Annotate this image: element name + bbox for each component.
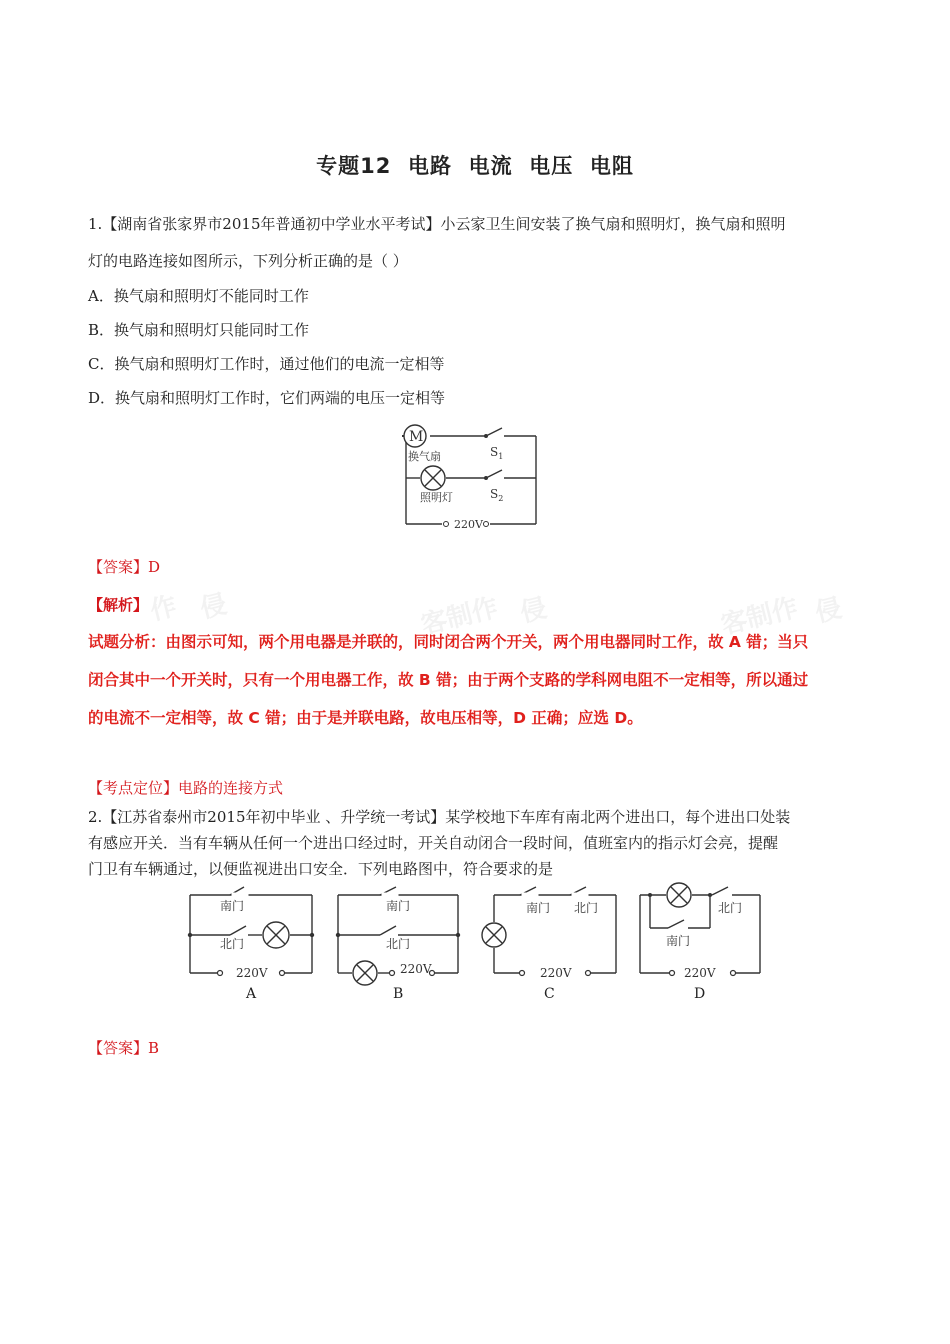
watermark: 侵 bbox=[812, 593, 845, 629]
analysis-line-2: 闭合其中一个开关时，只有一个用电器工作，故 B 错；由于两个支路的学科网电阻不一定相等，所以通过 bbox=[88, 671, 809, 689]
watermark: 客制作 bbox=[718, 592, 802, 641]
figure-label-b: B bbox=[393, 986, 404, 1002]
svg-text:S2 bbox=[490, 487, 503, 503]
analysis-line-3: 的电流不一定相等，故 C 错；由于是并联电路，故电压相等，D 正确；应选 D。 bbox=[88, 709, 643, 727]
q1-line-1: 1.【湖南省张家界市2015年普通初中学业水平考试】小云家卫生间安装了换气扇和照明灯，换气扇和照明 bbox=[88, 215, 786, 233]
watermark: 侵 bbox=[197, 589, 230, 625]
watermark: 侵 bbox=[517, 593, 550, 629]
b-voltage-label: 220V bbox=[400, 962, 432, 976]
d-south-label: 南门 bbox=[666, 934, 691, 948]
a-south-label: 南门 bbox=[220, 899, 245, 913]
lamp-c bbox=[482, 923, 506, 947]
point-tag: 【考点定位】 bbox=[88, 779, 179, 797]
switch-s2-sub: 2 bbox=[498, 494, 504, 503]
answer-tag: 【答案】 bbox=[88, 558, 149, 576]
q1-option-b: B．换气扇和照明灯只能同时工作 bbox=[88, 321, 310, 339]
d-voltage-label: 220V bbox=[684, 966, 716, 980]
lamp-label: 照明灯 bbox=[420, 491, 453, 504]
a-voltage-label: 220V bbox=[236, 966, 268, 980]
motor-label: M bbox=[409, 429, 424, 445]
circuit-a bbox=[190, 895, 312, 973]
analysis-tag: 【解析】 bbox=[88, 596, 149, 614]
figure-label-d: D bbox=[694, 986, 706, 1002]
q1-option-a: A．换气扇和照明灯不能同时工作 bbox=[88, 287, 309, 305]
q1-line-2: 灯的电路连接如图所示，下列分析正确的是（ ） bbox=[88, 252, 408, 270]
q1-option-c: C．换气扇和照明灯工作时，通过他们的电流一定相等 bbox=[88, 355, 445, 373]
point-value: 电路的连接方式 bbox=[178, 779, 284, 797]
figure-label-a: A bbox=[246, 986, 257, 1002]
b-south-label: 南门 bbox=[386, 899, 411, 913]
lamp-a bbox=[263, 922, 289, 948]
analysis-line-1: 试题分析：由图示可知，两个用电器是并联的，同时闭合两个开关，两个用电器同时工作，故 A 错；当只 bbox=[88, 633, 809, 651]
svg-text:S1 bbox=[490, 445, 503, 461]
q2-line-2: 有感应开关．当有车辆从任何一个进出口经过时，开关自动闭合一段时间，值班室内的指示灯会亮，提醒 bbox=[88, 834, 779, 852]
fan-label: 换气扇 bbox=[408, 450, 441, 463]
b-north-label: 北门 bbox=[386, 937, 411, 951]
voltage-label: 220V bbox=[454, 518, 483, 531]
d-north-label: 北门 bbox=[718, 901, 743, 915]
answer-value: D bbox=[148, 558, 161, 576]
q2-answer-value: B bbox=[148, 1039, 160, 1057]
q2-line-3: 门卫有车辆通过，以便监视进出口安全．下列电路图中，符合要求的是 bbox=[88, 860, 554, 878]
watermark: 客制作 bbox=[418, 592, 502, 641]
lamp-symbol bbox=[421, 466, 445, 490]
page-title: 专题12 电路 电流 电压 电阻 bbox=[316, 154, 634, 178]
c-voltage-label: 220V bbox=[540, 966, 572, 980]
q2-answer-tag: 【答案】 bbox=[88, 1039, 149, 1057]
a-north-label: 北门 bbox=[220, 937, 245, 951]
switch-s1-sub: 1 bbox=[498, 452, 504, 461]
lamp-d bbox=[667, 883, 691, 907]
q1-option-d: D．换气扇和照明灯工作时，它们两端的电压一定相等 bbox=[88, 389, 446, 407]
q1-circuit-diagram bbox=[398, 418, 548, 534]
lamp-b bbox=[353, 961, 377, 985]
c-south-label: 南门 bbox=[526, 901, 551, 915]
c-north-label: 北门 bbox=[574, 901, 599, 915]
figure-label-c: C bbox=[544, 986, 555, 1002]
q2-line-1: 2.【江苏省泰州市2015年初中毕业 、升学统一考试】某学校地下车库有南北两个进出口，每个进出口处装 bbox=[88, 808, 791, 826]
switch-s2-label: S bbox=[490, 487, 499, 501]
q2-circuit-diagrams bbox=[180, 880, 780, 1005]
watermark: 作 bbox=[147, 591, 180, 627]
switch-s1-label: S bbox=[490, 445, 499, 459]
